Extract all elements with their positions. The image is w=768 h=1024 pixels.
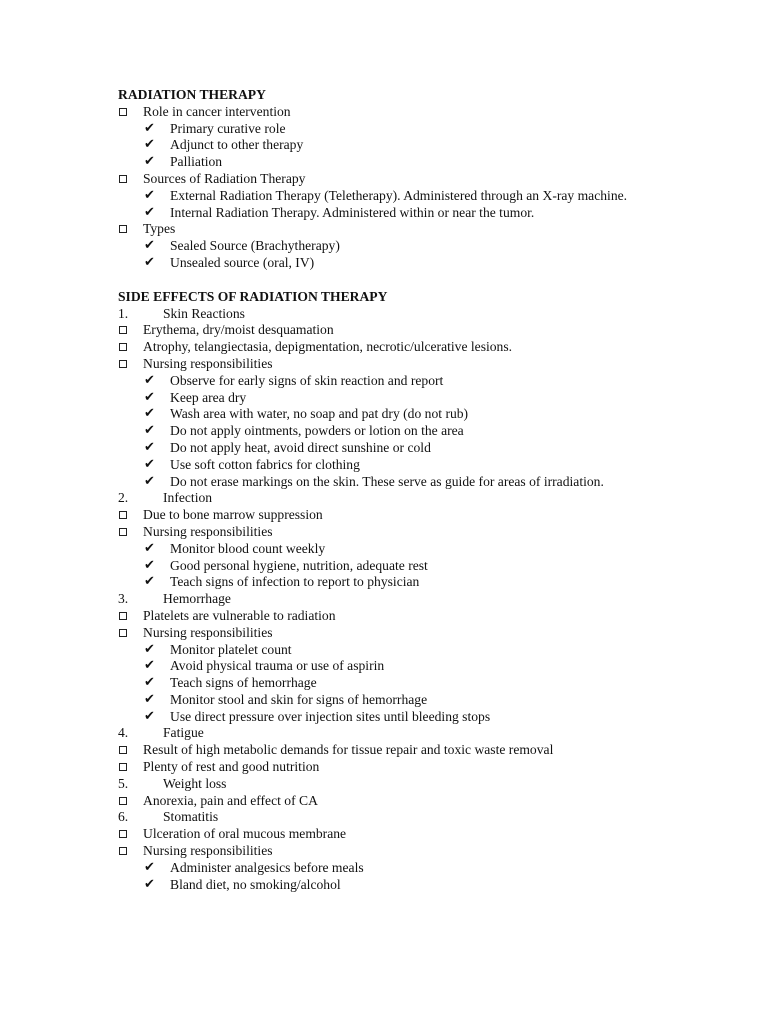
check-item-text: External Radiation Therapy (Teletherapy). Administered through an X-ray machine. <box>170 187 628 203</box>
numbered-item-text: Weight loss <box>163 775 227 791</box>
checkbox-bullet-icon <box>119 847 127 855</box>
check-item-text: Administer analgesics before meals <box>170 859 364 875</box>
check-item-text: Monitor stool and skin for signs of hemorrhage <box>170 691 428 707</box>
bullet-item <box>118 826 678 843</box>
checkbox-bullet-icon <box>119 528 127 536</box>
check-item <box>118 121 678 138</box>
check-item <box>118 860 678 877</box>
check-item-text: Adjunct to other therapy <box>170 137 304 153</box>
check-item <box>118 692 678 709</box>
checkmark-icon: ✔ <box>144 120 155 136</box>
checkmark-icon: ✔ <box>144 456 155 472</box>
check-item <box>118 238 678 255</box>
numbered-item <box>118 490 678 507</box>
check-item <box>118 877 678 894</box>
check-item-text: Palliation <box>170 154 223 170</box>
numbered-item-text: Infection <box>163 490 213 506</box>
numbered-item <box>118 776 678 793</box>
item-number: 6. <box>118 809 129 825</box>
numbered-item <box>118 306 678 323</box>
checkmark-icon: ✔ <box>144 859 155 875</box>
bullet-item <box>118 356 678 373</box>
check-item-text: Avoid physical trauma or use of aspirin <box>170 658 385 674</box>
item-number: 4. <box>118 725 129 741</box>
checkbox-bullet-icon <box>119 175 127 183</box>
check-item <box>118 154 678 171</box>
numbered-item <box>118 725 678 742</box>
check-item-text: Do not apply heat, avoid direct sunshine or cold <box>170 439 431 455</box>
bullet-item-text: Anorexia, pain and effect of CA <box>143 792 318 808</box>
checkmark-icon: ✔ <box>144 423 155 439</box>
check-item-text: Wash area with water, no soap and pat dry (do not rub) <box>170 406 469 422</box>
bullet-item-text: Role in cancer intervention <box>143 103 291 119</box>
check-item-text: Sealed Source (Brachytherapy) <box>170 238 340 254</box>
bullet-item-text: Nursing responsibilities <box>143 843 273 859</box>
numbered-item-text: Stomatitis <box>163 809 219 825</box>
checkmark-icon: ✔ <box>144 473 155 489</box>
bullet-item <box>118 104 678 121</box>
bullet-item <box>118 742 678 759</box>
bullet-item <box>118 171 678 188</box>
item-number: 1. <box>118 305 129 321</box>
check-item-text: Use soft cotton fabrics for clothing <box>170 456 360 472</box>
checkmark-icon: ✔ <box>144 406 155 422</box>
check-item <box>118 541 678 558</box>
checkmark-icon: ✔ <box>144 876 155 892</box>
check-item <box>118 373 678 390</box>
bullet-item-text: Ulceration of oral mucous membrane <box>143 826 347 842</box>
checkmark-icon: ✔ <box>144 204 155 220</box>
numbered-item <box>118 809 678 826</box>
checkmark-icon: ✔ <box>144 154 155 170</box>
bullet-item-text: Nursing responsibilities <box>143 355 273 371</box>
item-number: 5. <box>118 775 129 791</box>
checkmark-icon: ✔ <box>144 658 155 674</box>
bullet-item <box>118 625 678 642</box>
check-item <box>118 558 678 575</box>
checkbox-bullet-icon <box>119 326 127 334</box>
check-item <box>118 574 678 591</box>
checkmark-icon: ✔ <box>144 254 155 270</box>
check-item <box>118 423 678 440</box>
bullet-item-text: Result of high metabolic demands for tissue repair and toxic waste removal <box>143 742 554 758</box>
check-item-text: Monitor platelet count <box>170 641 292 657</box>
bullet-item-text: Sources of Radiation Therapy <box>143 170 306 186</box>
checkbox-bullet-icon <box>119 612 127 620</box>
check-item-text: Do not apply ointments, powders or lotion on the area <box>170 423 464 439</box>
checkmark-icon: ✔ <box>144 557 155 573</box>
checkmark-icon: ✔ <box>144 187 155 203</box>
bullet-item-text: Platelets are vulnerable to radiation <box>143 607 336 623</box>
check-item <box>118 642 678 659</box>
checkmark-icon: ✔ <box>144 439 155 455</box>
check-item <box>118 255 678 272</box>
bullet-item <box>118 322 678 339</box>
numbered-item-text: Hemorrhage <box>163 591 231 607</box>
checkbox-bullet-icon <box>119 343 127 351</box>
section-heading: RADIATION THERAPY <box>118 87 266 102</box>
checkbox-bullet-icon <box>119 511 127 519</box>
section-spacer <box>118 272 678 289</box>
check-item <box>118 675 678 692</box>
check-item <box>118 390 678 407</box>
checkmark-icon: ✔ <box>144 708 155 724</box>
section-heading: SIDE EFFECTS OF RADIATION THERAPY <box>118 288 388 304</box>
bullet-item <box>118 759 678 776</box>
document-body <box>118 87 678 893</box>
checkbox-bullet-icon <box>119 629 127 637</box>
numbered-item-text: Skin Reactions <box>163 305 245 321</box>
checkmark-icon: ✔ <box>144 540 155 556</box>
bullet-item <box>118 843 678 860</box>
check-item <box>118 205 678 222</box>
bullet-item <box>118 339 678 356</box>
check-item <box>118 474 678 491</box>
checkmark-icon: ✔ <box>144 691 155 707</box>
check-item <box>118 658 678 675</box>
numbered-item-text: Fatigue <box>163 725 204 741</box>
check-item-text: Monitor blood count weekly <box>170 540 326 556</box>
checkmark-icon: ✔ <box>144 238 155 254</box>
bullet-item-text: Due to bone marrow suppression <box>143 507 323 523</box>
bullet-item-text: Plenty of rest and good nutrition <box>143 759 320 775</box>
bullet-item-text: Atrophy, telangiectasia, depigmentation, necrotic/ulcerative lesions. <box>143 339 513 355</box>
bullet-item-text: Nursing responsibilities <box>143 624 273 640</box>
check-item <box>118 440 678 457</box>
check-item-text: Primary curative role <box>170 120 286 136</box>
bullet-item <box>118 507 678 524</box>
check-item-text: Observe for early signs of skin reaction and report <box>170 372 444 388</box>
checkmark-icon: ✔ <box>144 389 155 405</box>
check-item-text: Use direct pressure over injection sites until bleeding stops <box>170 708 491 724</box>
checkbox-bullet-icon <box>119 225 127 233</box>
check-item-text: Teach signs of infection to report to physician <box>170 574 420 590</box>
check-item <box>118 406 678 423</box>
checkmark-icon: ✔ <box>144 574 155 590</box>
bullet-item <box>118 793 678 810</box>
checkbox-bullet-icon <box>119 763 127 771</box>
bullet-item <box>118 221 678 238</box>
checkbox-bullet-icon <box>119 797 127 805</box>
checkmark-icon: ✔ <box>144 372 155 388</box>
check-item-text: Do not erase markings on the skin. These serve as guide for areas of irradiation. <box>170 473 604 489</box>
check-item <box>118 457 678 474</box>
check-item <box>118 709 678 726</box>
bullet-item-text: Types <box>143 221 176 237</box>
bullet-item <box>118 608 678 625</box>
checkbox-bullet-icon <box>119 360 127 368</box>
check-item-text: Unsealed source (oral, IV) <box>170 254 315 270</box>
bullet-item <box>118 524 678 541</box>
checkbox-bullet-icon <box>119 108 127 116</box>
item-number: 3. <box>118 591 129 607</box>
checkmark-icon: ✔ <box>144 641 155 657</box>
check-item-text: Keep area dry <box>170 389 247 405</box>
check-item <box>118 188 678 205</box>
check-item-text: Internal Radiation Therapy. Administered within or near the tumor. <box>170 204 535 220</box>
checkbox-bullet-icon <box>119 830 127 838</box>
check-item <box>118 137 678 154</box>
check-item-text: Teach signs of hemorrhage <box>170 675 317 691</box>
bullet-item-text: Nursing responsibilities <box>143 523 273 539</box>
numbered-item <box>118 591 678 608</box>
bullet-item-text: Erythema, dry/moist desquamation <box>143 322 334 338</box>
item-number: 2. <box>118 490 129 506</box>
check-item-text: Bland diet, no smoking/alcohol <box>170 876 341 892</box>
checkmark-icon: ✔ <box>144 137 155 153</box>
checkbox-bullet-icon <box>119 746 127 754</box>
checkmark-icon: ✔ <box>144 675 155 691</box>
check-item-text: Good personal hygiene, nutrition, adequate rest <box>170 557 428 573</box>
